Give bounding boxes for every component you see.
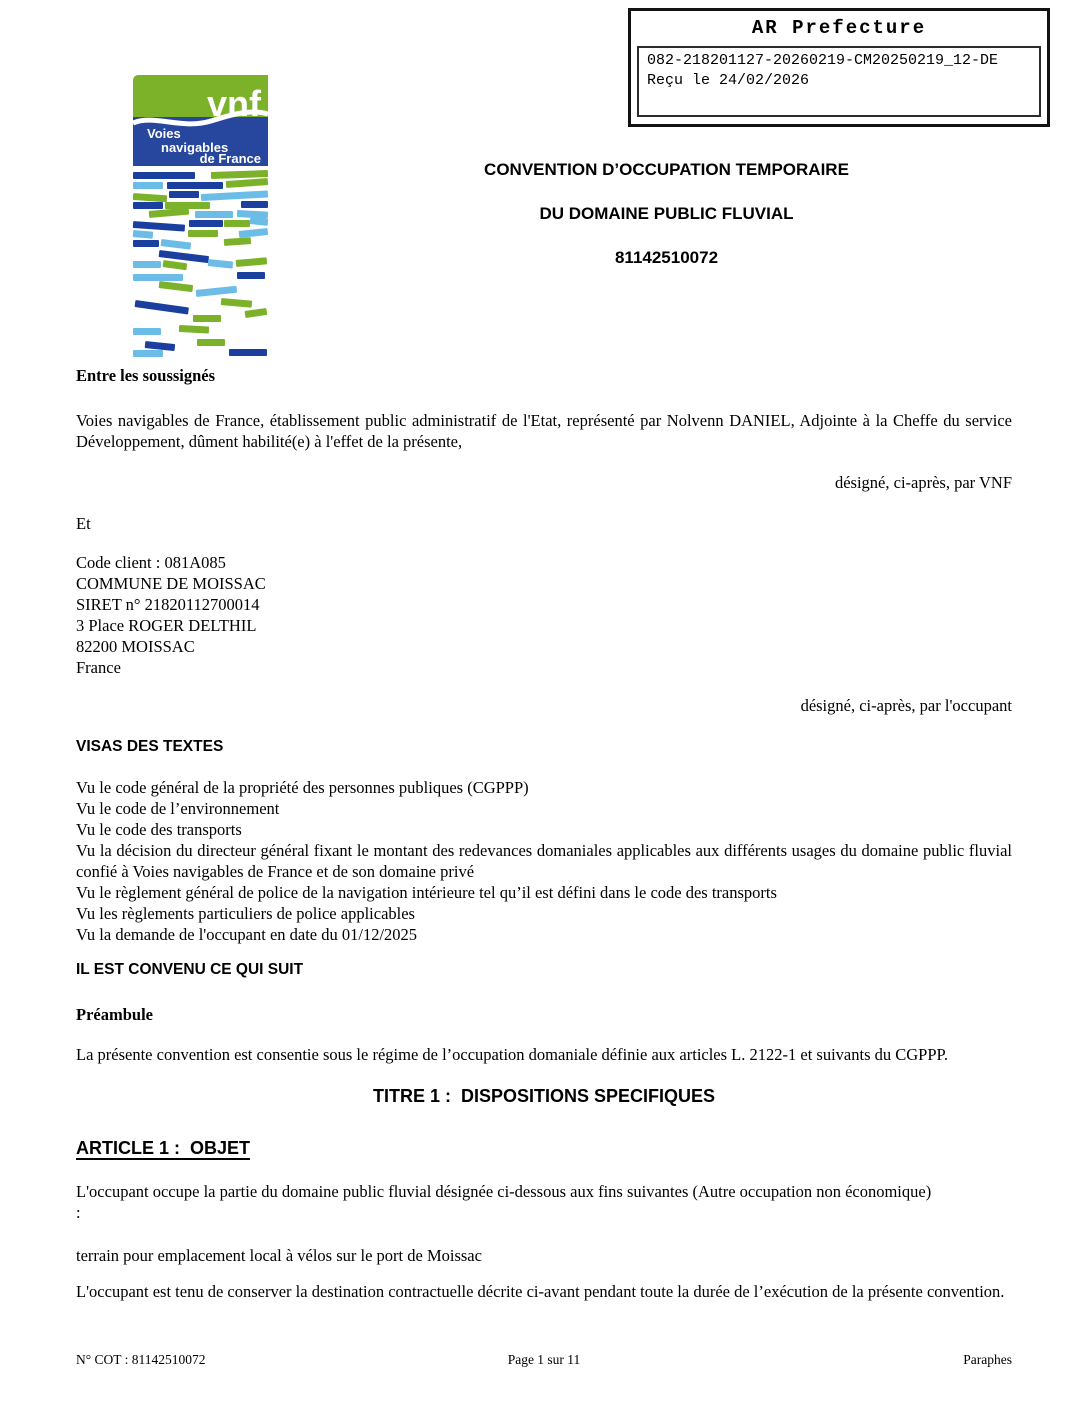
article1-paragraph1-colon: :: [76, 1203, 81, 1222]
occupant-street: 3 Place ROGER DELTHIL: [76, 616, 257, 635]
vnf-logo: [133, 75, 268, 356]
footer-cot-number: N° COT : 81142510072: [76, 1352, 206, 1367]
parties-heading: Entre les soussignés: [76, 366, 216, 385]
article1-paragraph1-text: L'occupant occupe la partie du domaine public fluvial désignée ci-dessous aux fins suivantes (Autre occupation non économique): [76, 1182, 932, 1201]
logo-stripe: [201, 190, 268, 200]
logo-stripe: [237, 272, 265, 279]
occupant-siret: SIRET n° 21820112700014: [76, 595, 260, 614]
vnf-logo-stripes-art: [133, 172, 268, 356]
occupant-address-block: [76, 552, 1012, 678]
page-footer: [76, 1352, 1012, 1368]
document-title-line2: DU DOMAINE PUBLIC FLUVIAL: [539, 204, 794, 223]
vnf-party-paragraph: Voies navigables de France, établissement public administratif de l'Etat, représenté par Nolvenn DANIEL, Adjointe à la Cheffe du service Développement, dûment habilité(e) à l'effet de la présente,: [76, 411, 1012, 451]
logo-stripe: [224, 220, 250, 227]
logo-stripe: [226, 178, 268, 188]
logo-stripe: [189, 220, 223, 227]
logo-stripe: [241, 201, 268, 208]
preamble-heading: Préambule: [76, 1005, 153, 1024]
logo-stripe: [133, 274, 183, 281]
logo-stripe: [159, 281, 194, 292]
logo-stripe: [133, 230, 154, 239]
document-title-block: [285, 160, 1048, 292]
logo-stripe: [133, 350, 163, 357]
article1-paragraph1: [76, 1181, 1012, 1223]
logo-stripe: [221, 298, 252, 308]
logo-stripe: [169, 191, 199, 198]
document-body: [76, 365, 1012, 1302]
visa-item: Vu le code général de la propriété des personnes publiques (CGPPP): [76, 778, 529, 797]
stamp-reference-number: 082-218201127-20260219-CM20250219_12-DE: [647, 52, 999, 69]
article1-paragraph2: terrain pour emplacement local à vélos sur le port de Moissac: [76, 1246, 482, 1265]
vnf-logo-name-line1: Voies: [147, 126, 181, 141]
visas-list: [76, 777, 1012, 945]
titre1-heading: TITRE 1 : DISPOSITIONS SPECIFIQUES: [372, 1086, 716, 1106]
logo-stripe: [245, 308, 268, 318]
stamp-received-date: Reçu le 24/02/2026: [647, 72, 810, 89]
logo-stripe: [250, 217, 269, 226]
preamble-paragraph: La présente convention est consentie sous le régime de l’occupation domaniale définie aux articles L. 2122-1 et suivants du CGPPP.: [76, 1045, 948, 1064]
footer-page-number: Page 1 sur 11: [507, 1352, 581, 1367]
ar-prefecture-stamp: [628, 8, 1050, 127]
logo-stripe: [229, 349, 267, 356]
visa-item: Vu le code des transports: [76, 820, 242, 839]
article1-heading: ARTICLE 1 : OBJET: [76, 1138, 251, 1158]
agreement-heading: IL EST CONVENU CE QUI SUIT: [76, 961, 304, 978]
occupant-name: COMMUNE DE MOISSAC: [76, 574, 266, 593]
visa-item: Vu les règlements particuliers de police applicables: [76, 904, 415, 923]
footer-paraphes: Paraphes: [963, 1352, 1012, 1367]
logo-stripe: [133, 261, 161, 268]
logo-stripe: [133, 182, 163, 189]
vnf-logo-acronym: vnf: [207, 83, 261, 124]
logo-stripe: [224, 237, 251, 246]
stamp-title: AR Prefecture: [751, 17, 927, 39]
visas-heading: VISAS DES TEXTES: [76, 738, 224, 755]
logo-stripe: [133, 328, 161, 335]
logo-stripe: [239, 228, 269, 238]
logo-stripe: [163, 260, 188, 270]
stamp-reference-box: [637, 46, 1041, 117]
logo-stripe: [149, 208, 189, 218]
logo-stripe: [179, 325, 209, 334]
occupant-country: France: [76, 658, 121, 677]
vnf-logo-name-line2: navigables: [161, 140, 229, 155]
occupant-city: 82200 MOISSAC: [76, 637, 195, 656]
logo-stripe: [188, 230, 218, 237]
logo-stripe: [133, 172, 195, 179]
occupant-designation: désigné, ci-après, par l'occupant: [800, 696, 1012, 715]
logo-stripe: [193, 315, 221, 322]
logo-stripe: [133, 240, 159, 247]
logo-stripe: [208, 259, 234, 269]
logo-stripe: [161, 239, 192, 250]
conjunction-et: Et: [76, 514, 91, 533]
document-number: 81142510072: [614, 248, 719, 267]
visa-item: Vu le code de l’environnement: [76, 799, 280, 818]
vnf-designation: désigné, ci-après, par VNF: [834, 473, 1012, 492]
logo-stripe: [167, 182, 223, 189]
logo-stripe: [133, 193, 167, 202]
visa-item: Vu le règlement général de police de la navigation intérieure tel qu’il est défini dans le code des transports: [76, 883, 777, 902]
article1-paragraph3: L'occupant est tenu de conserver la destination contractuelle décrite ci-avant pendant toute la durée de l’exécution de la présente convention.: [76, 1282, 1005, 1301]
document-title-line1: CONVENTION D’OCCUPATION TEMPORAIRE: [484, 160, 849, 179]
logo-stripe: [197, 339, 225, 346]
logo-stripe: [135, 300, 189, 314]
visa-item: Vu la décision du directeur général fixant le montant des redevances domaniales applicables aux différents usages du domaine public fluvial confié à Voies navigables de France et de son domaine privé: [76, 841, 1012, 881]
logo-stripe: [236, 257, 267, 267]
logo-stripe: [133, 202, 163, 209]
vnf-logo-header: [133, 75, 268, 166]
occupant-client-code: Code client : 081A085: [76, 553, 226, 572]
logo-stripe: [196, 286, 238, 297]
visa-item: Vu la demande de l'occupant en date du 01/12/2025: [76, 925, 418, 944]
logo-stripe: [195, 211, 233, 218]
vnf-logo-name-line3: de France: [199, 151, 261, 166]
